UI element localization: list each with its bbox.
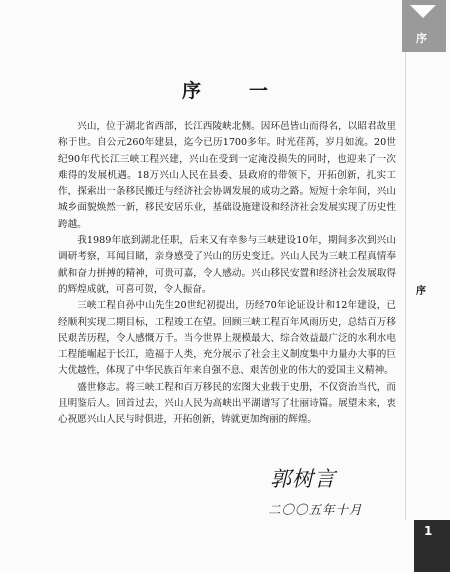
paragraph-1: 兴山，位于湖北省西部，长江西陵峡北侧。因环邑皆山而得名，以昭君故里称于世。自公元260年建县，迄今已历1700多年。时光荏苒，岁月如流。20世纪90年代长江三峡工程兴建，兴山在受到一定淹没损失的同时，也迎来了一次难得的发展机遇。18万兴山人民在县委、县政府的带领下，开拓创新，扎实工作，探索出一条移民搬迁与经济社会协调发展的成功之路。短短十余年间，兴山城乡面貌焕然一新，移民安居乐业，基础设施建设和经济社会发展实现了历史性跨越。 [58,121,396,230]
signature-block [258,463,398,525]
preface-body [58,119,396,429]
page-title [0,76,450,103]
signature-date: 二〇〇五年十月 [268,502,363,517]
page-number: 1 [424,524,433,538]
margin-rule [405,52,406,520]
signature-name: 郭树言 [270,467,336,491]
paragraph-3: 三峡工程自孙中山先生20世纪初提出，历经70年论证设计和12年建设，已经顺利实现二期目标，工程竣工在望。回顾三峡工程百年风雨历史，总结百万移民艰苦历程，令人感慨万千。当今世界上规模最大、综合效益最广泛的水利水电工程能崛起于长江，造福于人类，充分展示了社会主义制度集中力量办大事的巨大优越性，体现了中华民族百年来自强不息、艰苦创业的伟大的爱国主义精神。 [58,300,396,377]
title-char-1: 序 [181,80,201,102]
paragraph-4: 盛世修志。将三峡工程和百万移民的宏图大业载于史册，不仅资治当代，而且明鉴后人。回首过去，兴山人民为高峡出平湖谱写了壮丽诗篇。展望未来，衷心祝愿兴山人民与时俱进，开拓创新，铸就更加绚丽的辉煌。 [58,381,396,426]
chapter-tab-top [402,0,446,52]
chevron-down-icon [410,5,436,18]
chapter-tab-label: 序 [416,32,427,45]
title-char-2: 一 [249,80,269,102]
side-section-label: 序 [416,286,426,297]
paragraph-2: 我1989年底到湖北任职，后来又有幸参与三峡建设10年，期间多次到兴山调研考察，耳闻目睹，亲身感受了兴山的历史变迁。兴山人民为三峡工程真情奉献和奋力拼搏的精神，可贵可嘉，令人感动。兴山移民安置和经济社会发展取得的辉煌成就，可喜可贺，令人振奋。 [58,235,396,295]
page-number-tab [414,520,450,572]
